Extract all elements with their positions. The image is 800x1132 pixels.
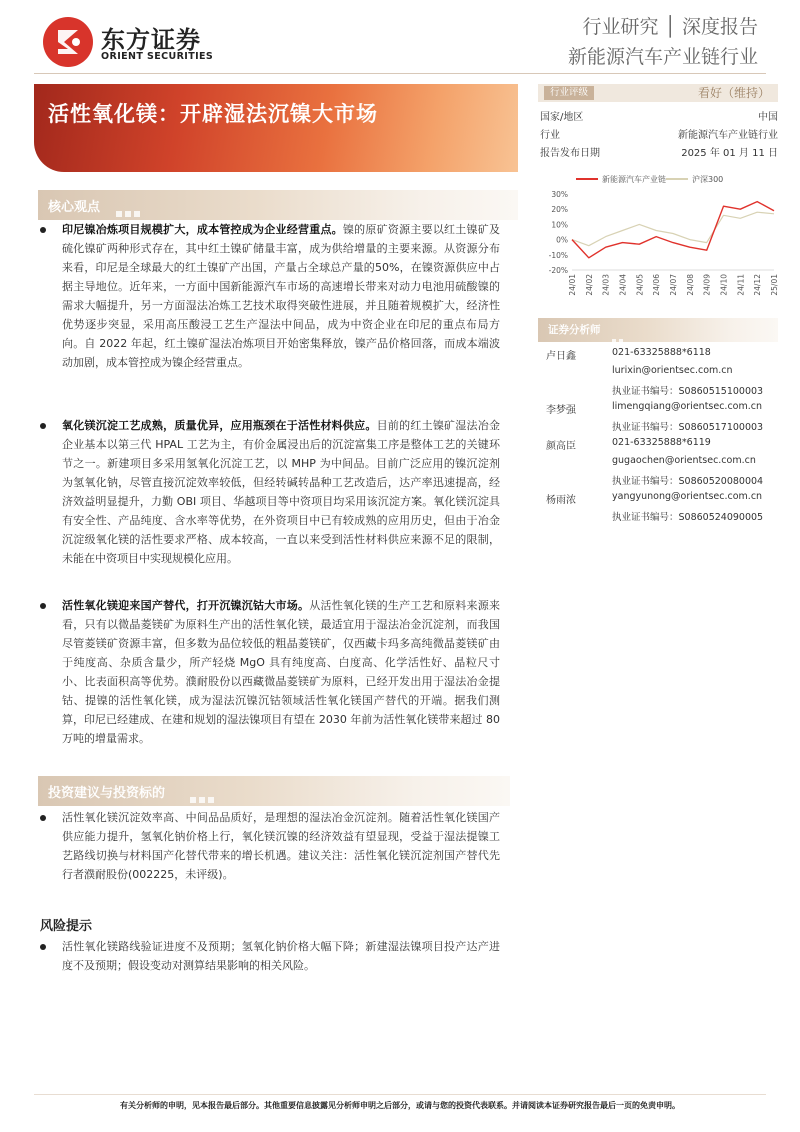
orient-logo-icon xyxy=(42,16,94,68)
analyst-row xyxy=(540,416,780,434)
core-paragraph-2-body: 目前的红土镍矿湿法冶金企业基本以第三代 HPAL 工艺为主，有价金属浸出后的沉淀富集工序是整体工艺的关键环节之一。新建项目多采用氢氧化沉淀工艺，以 MHP 为中间品。目前广泛应用的镍沉淀剂为氢氧化钠，尽管直接沉淀效率较低，但经转碱转晶种工艺改造后，达产率迅速提高，经济效益明显提升，力勤 OBI 项目、华越项目等中资项目均采用该沉淀方案。氧化镁沉淀具有安全性、产品纯度、含水率等优势，在外资项目中已有较成熟的应用历史，但由于冶金沉淀级氧化镁的活性要求严格、成本较高，一直以来受到活性材料供应来源不足的限制，未能在中资项目中实现规模化应用。 xyxy=(62,419,501,565)
analyst-contact: 执业证书编号：S0860515100003 xyxy=(612,386,764,397)
core-paragraph-2 xyxy=(62,416,500,568)
core-paragraph-3 xyxy=(62,596,500,748)
analyst-row xyxy=(540,452,780,470)
y-tick-label: 30% xyxy=(551,190,568,199)
title-banner xyxy=(34,84,518,172)
series-line xyxy=(572,202,774,258)
analyst-row xyxy=(540,362,780,380)
x-tick-label: 24/11 xyxy=(736,274,746,296)
invest-paragraph: 活性氧化镁沉淀效率高、中间品品质好，是理想的湿法冶金沉淀剂。随着活性氧化镁国产供应能力提升，氢氧化钠价格上行，氧化镁沉镍的经济效益有望显现，受益于湿法提镍工艺路线切换与材料国产化替代带来的增长机遇。建议关注：活性氧化镁沉淀剂国产替代先行者濮耐股份(002225，未评级)。 xyxy=(62,811,500,881)
rating-row-key: 报告发布日期 xyxy=(540,148,600,159)
industry-name: 新能源汽车产业链行业 xyxy=(567,46,758,68)
legend-label: 沪深300 xyxy=(692,175,724,184)
analyst-contact[interactable]: yangyunong@orientsec.com.cn xyxy=(612,491,763,502)
y-tick-label: -20% xyxy=(548,266,568,275)
x-tick-label: 24/09 xyxy=(702,274,712,296)
analyst-row xyxy=(540,398,780,416)
analyst-row xyxy=(540,434,780,452)
analyst-row xyxy=(540,506,780,524)
analyst-contact[interactable]: lurixin@orientsec.com.cn xyxy=(612,365,733,376)
rating-row-key: 行业 xyxy=(540,130,560,141)
x-tick-label: 24/12 xyxy=(753,274,763,296)
invest-section-label: 投资建议与投资标的 xyxy=(48,786,166,801)
x-tick-label: 24/07 xyxy=(669,274,678,296)
analyst-name: 杨雨浓 xyxy=(546,495,576,506)
x-tick-label: 24/10 xyxy=(719,274,729,296)
bullet-dot-icon xyxy=(40,944,46,950)
analyst-row xyxy=(540,380,780,398)
core-section-bar xyxy=(38,190,518,220)
analyst-row xyxy=(540,470,780,488)
analyst-contact: 执业证书编号：S0860524090005 xyxy=(612,512,764,523)
rating-row-value: 中国 xyxy=(758,112,778,123)
section-dots-icon xyxy=(190,788,217,807)
report-type: 行业研究 │ 深度报告 xyxy=(582,16,758,38)
analyst-row xyxy=(540,488,780,506)
core-paragraph-2-lead: 氧化镁沉淀工艺成熟，质量优异，应用瓶颈在于活性材料供应。 xyxy=(62,419,377,432)
core-paragraph-3-body: 从活性氧化镁的生产工艺和原料来源来看，只有以微晶菱镁矿为原料生产出的活性氧化镁，最适宜用于湿法冶金沉淀剂，而我国尽管菱镁矿资源丰富，但多数为品位较低的粗晶菱镁矿，仅西藏卡玛多高纯微晶菱镁矿由于纯度高、杂质含量少，所产轻烧 MgO 具有纯度高、白度高、化学活性好、晶粒尺寸小、比表面积高等优势。濮耐股份以西藏微晶菱镁矿为原料，已经开发出用于湿法冶金提钴、提镍的活性氧化镁，成为湿法沉镍沉钴领域活性氧化镁国产替代的开端。据我们测算，印尼已经建成、在建和规划的湿法镍项目有望在 2030 年前为活性氧化镁带来超过 80 万吨的增量需求。 xyxy=(62,599,501,745)
analyst-name: 卢日鑫 xyxy=(546,351,576,362)
x-tick-label: 24/04 xyxy=(618,274,628,296)
analyst-contact: 021-63325888*6118 xyxy=(612,347,711,358)
y-tick-label: 10% xyxy=(551,220,568,230)
rating-row-date xyxy=(540,144,778,160)
rating-row-industry xyxy=(540,126,778,142)
brand-name-cn: 东方证券 xyxy=(101,26,201,54)
x-tick-label: 24/08 xyxy=(685,274,695,296)
bullet-dot-icon xyxy=(40,423,46,429)
analyst-contact[interactable]: limengqiang@orientsec.com.cn xyxy=(612,401,763,412)
analyst-row xyxy=(540,344,780,362)
analyst-contact: 执业证书编号：S0860520080004 xyxy=(612,476,764,487)
core-paragraph-1 xyxy=(62,220,500,372)
rating-bar xyxy=(538,84,778,102)
x-tick-label: 24/02 xyxy=(584,274,594,296)
bullet-dot-icon xyxy=(40,815,46,821)
footer-divider xyxy=(34,1094,766,1095)
report-title: 活性氧化镁：开辟湿法沉镍大市场 xyxy=(48,102,378,126)
section-dots-icon xyxy=(116,202,143,221)
bullet-dot-icon xyxy=(40,227,46,233)
x-tick-label: 24/05 xyxy=(635,274,645,296)
rating-row-value: 2025 年 01 月 11 日 xyxy=(681,148,778,159)
footer-disclaimer: 有关分析师的申明，见本报告最后部分。其他重要信息披露见分析师申明之后部分，或请与您的投资代表联系。并请阅读本证券研究报告最后一页的免责申明。 xyxy=(120,1101,680,1110)
bullet-dot-icon xyxy=(40,603,46,609)
core-paragraph-1-body: 镍的原矿资源主要以红土镍矿及硫化镍矿两种形式存在，其中红土镍矿储量丰富，成为供给增量的主要来源。从资源分布来看，印尼是全球最大的红土镍矿产出国，产量占全球总产量的50%，在镍资源供应中占据主导地位。近年来，一方面中国新能源汽车市场的高速增长带来对动力电池用硫酸镍的需求大幅提升，另一方面湿法冶炼工艺技术取得突破性进展，并且随着规模扩大，经济性优势逐步突显，采用高压酸浸工艺生产湿法中间品，成为中资企业在印尼的重点布局方向。自 2022 年起，红土镍矿湿法冶炼项目开始密集释放，镍产品价格回落，而成本端波动加剧，成本管控成为镍企经营重点。 xyxy=(62,223,501,369)
y-tick-label: 0% xyxy=(556,235,568,245)
x-tick-label: 24/03 xyxy=(601,274,611,296)
core-paragraph-1-lead: 印尼镍冶炼项目规模扩大，成本管控成为企业经营重点。 xyxy=(62,223,343,236)
y-tick-label: -10% xyxy=(548,250,568,260)
core-section-label: 核心观点 xyxy=(48,200,101,215)
legend-label: 新能源汽车产业链 xyxy=(602,175,666,184)
analyst-name: 李梦强 xyxy=(546,405,576,416)
x-tick-label: 25/01 xyxy=(770,274,779,296)
rating-row-value: 新能源汽车产业链行业 xyxy=(678,130,778,141)
header-divider xyxy=(34,73,766,74)
core-paragraph-3-lead: 活性氧化镁迎来国产替代，打开沉镍沉钴大市场。 xyxy=(62,599,310,612)
series-line xyxy=(572,212,774,246)
analyst-name: 颜高臣 xyxy=(546,441,576,452)
performance-chart xyxy=(540,170,780,310)
risk-paragraph: 活性氧化镁路线验证进度不及预期；氢氧化钠价格大幅下降；新建湿法镍项目投产达产进度不及预期；假设变动对测算结果影响的相关风险。 xyxy=(62,940,500,972)
y-tick-label: 20% xyxy=(551,205,568,215)
analyst-contact: 021-63325888*6119 xyxy=(612,437,711,448)
analyst-list xyxy=(540,344,780,524)
brand-name-en: ORIENT SECURITIES xyxy=(101,51,214,62)
analyst-section-label: 证券分析师 xyxy=(548,324,601,336)
analyst-contact: 执业证书编号：S0860517100003 xyxy=(612,422,764,433)
invest-section-bar xyxy=(38,776,510,806)
x-tick-label: 24/01 xyxy=(568,274,577,296)
rating-row-key: 国家/地区 xyxy=(540,112,584,123)
rating-row-region xyxy=(540,108,778,124)
risk-heading: 风险提示 xyxy=(40,919,93,934)
analyst-contact[interactable]: gugaochen@orientsec.com.cn xyxy=(612,455,756,466)
rating-label: 行业评级 xyxy=(544,86,594,100)
analyst-section-bar xyxy=(538,318,778,342)
rating-value: 看好（维持） xyxy=(697,86,770,100)
x-tick-label: 24/06 xyxy=(652,274,662,296)
